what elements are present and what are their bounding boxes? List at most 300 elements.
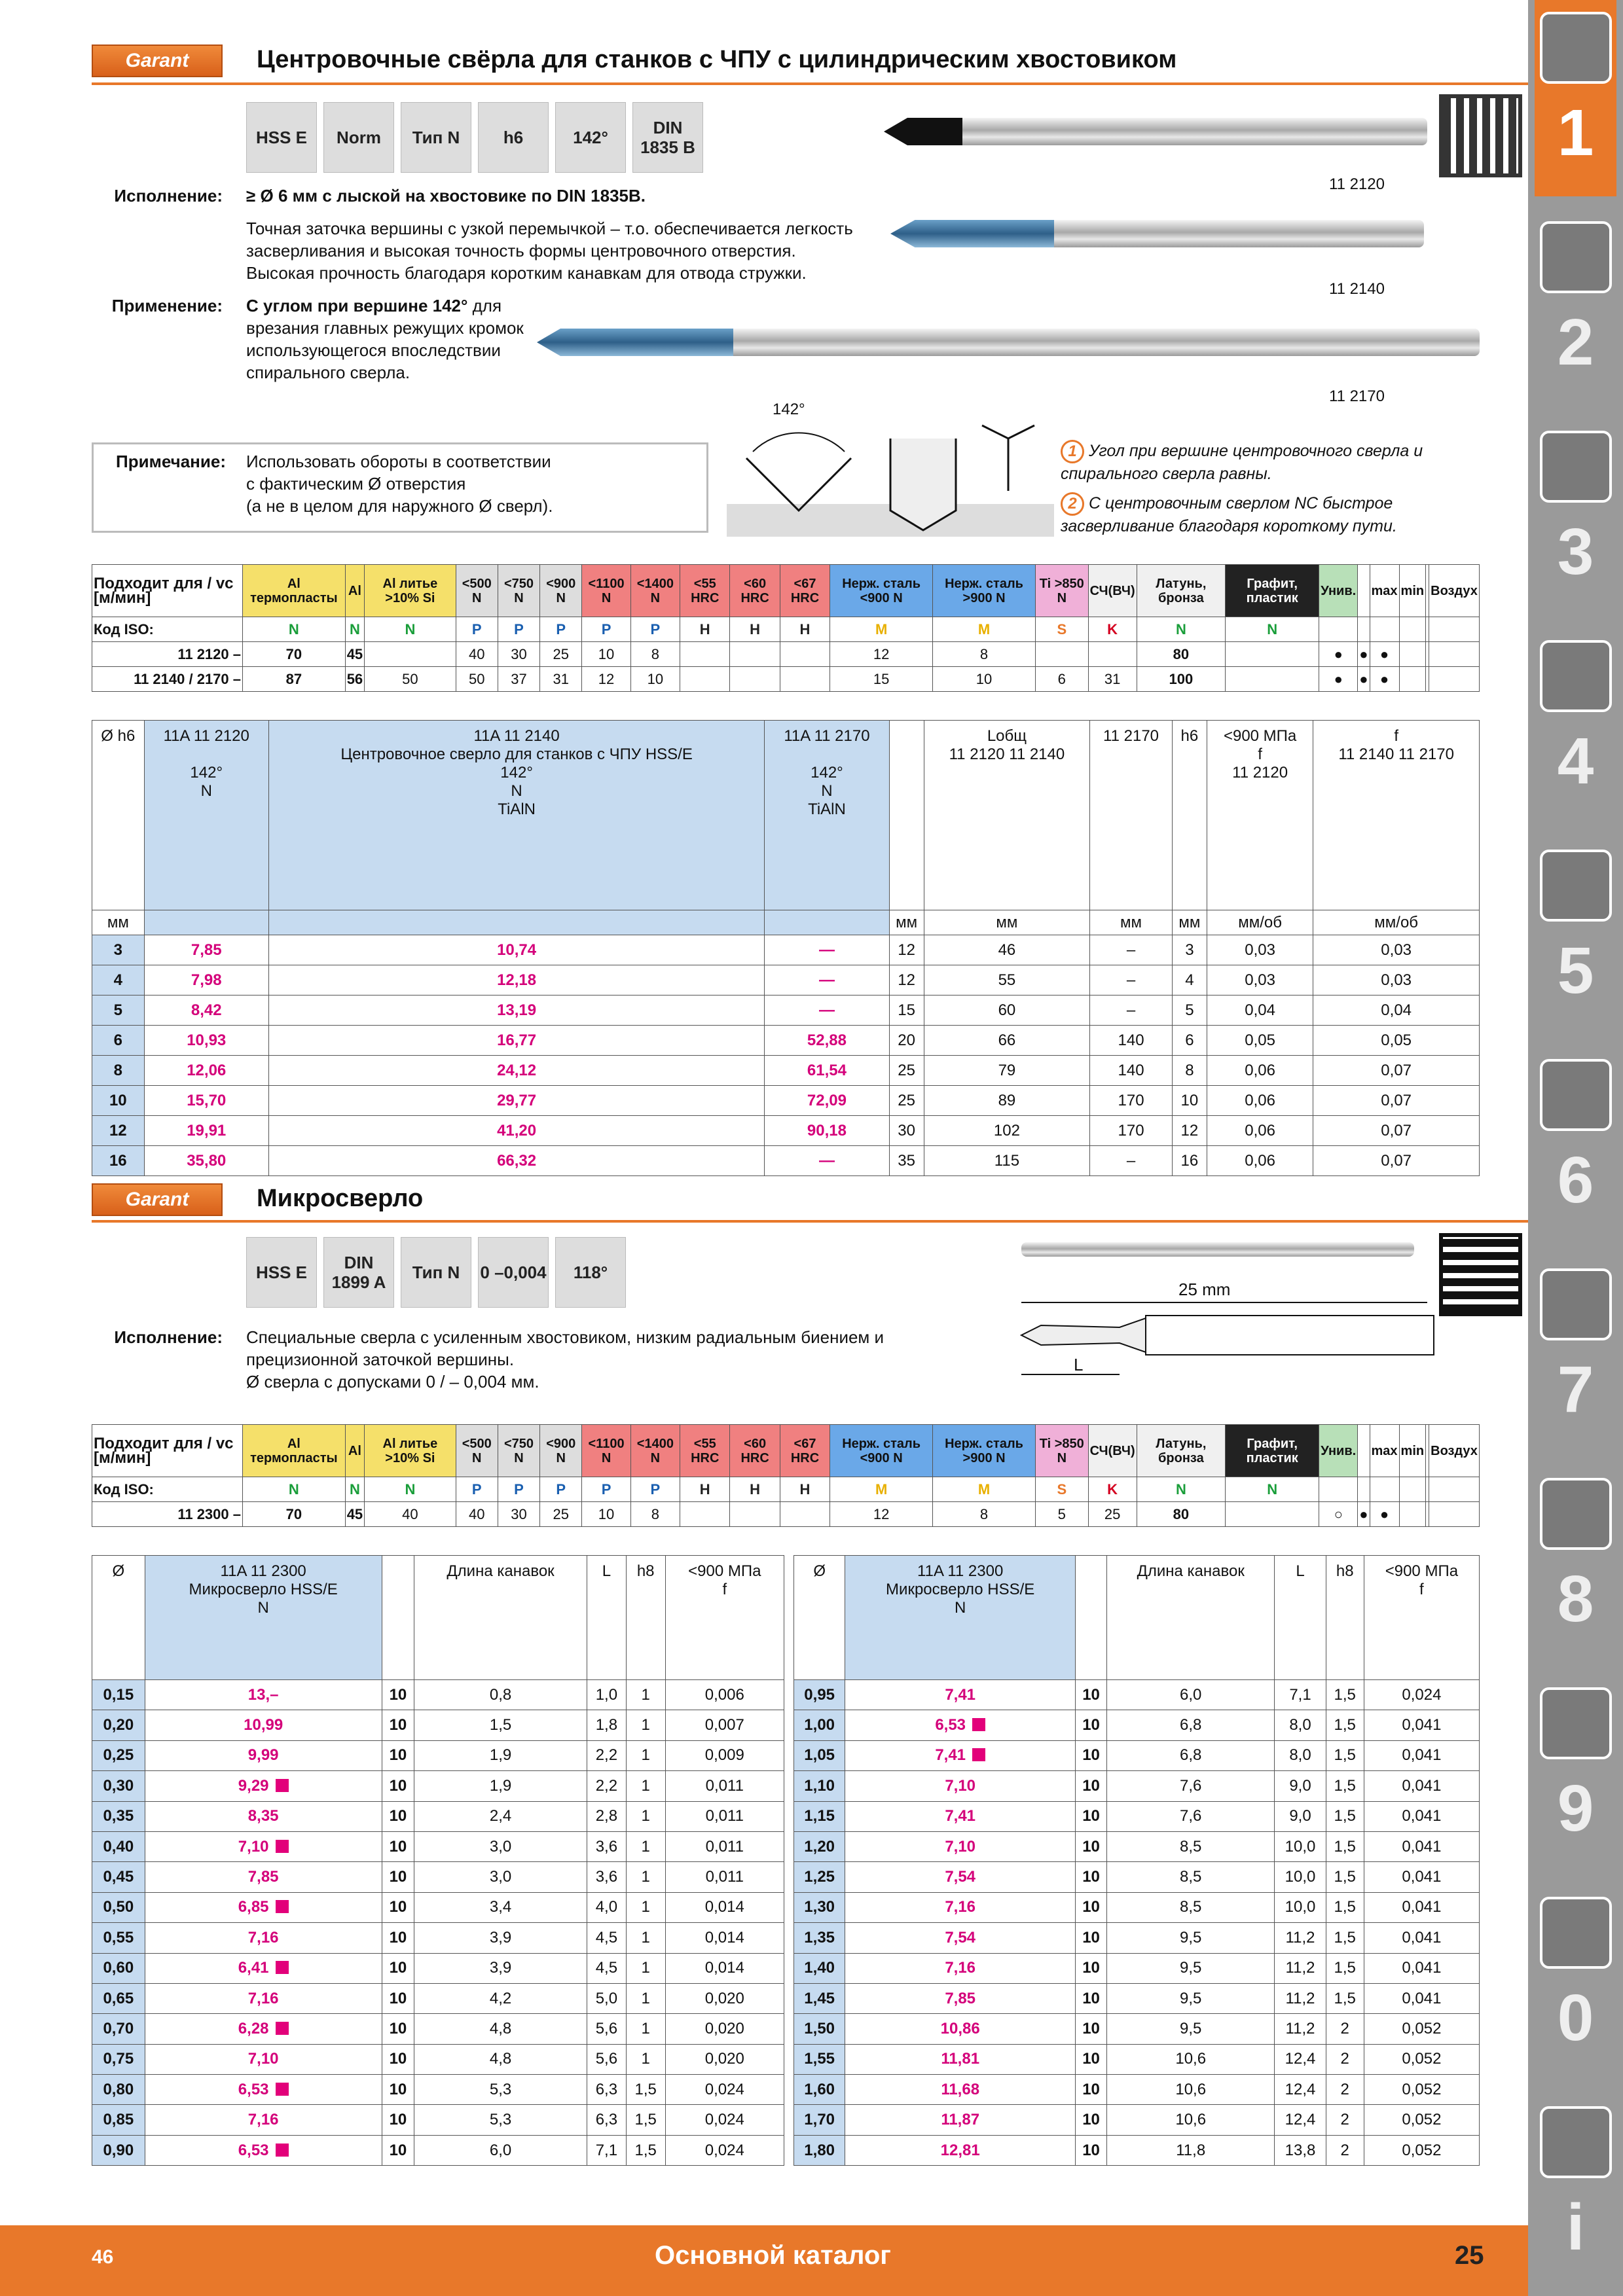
vc-cell: 12	[830, 1502, 933, 1527]
drill-label: 11 2120	[1329, 175, 1385, 193]
t2-cell: 1,5	[626, 2135, 665, 2165]
t2-cell: 1,5	[1326, 1862, 1364, 1892]
t2-cell: 10	[382, 1923, 414, 1953]
vc-cell	[1036, 642, 1089, 667]
t1-cell: 8	[1172, 1056, 1207, 1086]
chapter-tab-1[interactable]	[1535, 0, 1616, 196]
material-header-cell: <60 HRC	[730, 565, 780, 617]
drill-tip	[890, 220, 1054, 247]
t1-units	[92, 910, 1480, 935]
t2-cell: 10	[382, 1801, 414, 1831]
vc-cell: 100	[1137, 667, 1225, 692]
iso-cell: N	[1226, 617, 1319, 642]
t1-cell: 10,93	[144, 1026, 268, 1056]
t2-cell: 1	[626, 1710, 665, 1740]
t2-cell: 1,10	[794, 1771, 845, 1801]
material-header-cell: <60 HRC	[730, 1425, 780, 1477]
t1-cell: 4	[92, 965, 145, 996]
chapter-tab-9[interactable]	[1535, 1676, 1616, 1872]
t1-head-cell: Ø h6	[92, 721, 145, 910]
t2-cell: 10	[382, 1892, 414, 1922]
t2-cell: 0,85	[92, 2105, 145, 2135]
t2-cell: 3,9	[414, 1923, 587, 1953]
iso-cell: H	[730, 617, 780, 642]
t2-cell: 6,53	[145, 2075, 382, 2105]
t2-cell: 0,041	[1364, 1771, 1479, 1801]
t1-head-cell: 11A 11 2120 142° N	[144, 721, 268, 910]
t2-row	[92, 1923, 784, 1953]
t2-cell: 8,5	[1107, 1892, 1275, 1922]
t2-cell: 0,30	[92, 1771, 145, 1801]
t2-cell: 10	[1076, 2014, 1107, 2044]
material-header-row	[92, 1425, 1480, 1477]
t2-cell: 11,2	[1275, 1923, 1326, 1953]
vc-row	[92, 1502, 1480, 1527]
t2-cell: 2,2	[587, 1771, 626, 1801]
primenenie-text: С углом при вершине 142° для	[246, 296, 502, 315]
t2-cell: 6,3	[587, 2075, 626, 2105]
iso-cell: N	[1137, 617, 1225, 642]
t2-head-cell: <900 МПа f	[1364, 1556, 1479, 1680]
t2-row	[92, 1801, 784, 1831]
t2-cell: 0,024	[665, 2135, 784, 2165]
vc-cell: 87	[243, 667, 346, 692]
iso-cell	[1370, 617, 1399, 642]
t2-row	[92, 2044, 784, 2074]
vc-cell: 40	[456, 1502, 498, 1527]
t2-row	[92, 1983, 784, 2013]
t2-cell: 1,0	[587, 1680, 626, 1710]
t1-cell: 0,07	[1313, 1086, 1480, 1116]
t2-cell: 7,1	[1275, 1680, 1326, 1710]
t1-cell: 60	[924, 996, 1090, 1026]
chapter-number: 6	[1557, 1143, 1594, 1217]
iso-cell	[1358, 1477, 1370, 1502]
text-line: Использовать обороты в соответствии	[246, 452, 551, 471]
text-line: с фактическим Ø отверстия	[246, 474, 466, 493]
ispolnenie-text: ≥ Ø 6 мм с лыской на хвостовике по DIN 1835B.	[246, 186, 646, 206]
vc-cell: 8	[933, 1502, 1036, 1527]
t1-cell: 0,03	[1207, 935, 1313, 965]
iso-cell: N	[345, 617, 364, 642]
chapter-icon	[1540, 850, 1612, 922]
t2-cell: 0,011	[665, 1862, 784, 1892]
t2-row	[794, 2135, 1480, 2165]
t2-cell: 11,68	[845, 2075, 1076, 2105]
t2-cell: 1,5	[1326, 1801, 1364, 1831]
t2-cell: 7,10	[845, 1771, 1076, 1801]
t2-cell: 1	[626, 1892, 665, 1922]
t2-cell: 10	[1076, 2105, 1107, 2135]
iso-cell: M	[830, 617, 933, 642]
unit-cell: мм	[889, 910, 924, 935]
vc-cell: 8	[933, 642, 1036, 667]
t1-head-cell: <900 МПа f 11 2120	[1207, 721, 1313, 910]
t2-cell: 1,5	[626, 2075, 665, 2105]
material-header-cell: Графит, пластик	[1226, 1425, 1319, 1477]
text-line: Специальные сверла с усиленным хвостовиком, низким радиальным биением и	[246, 1327, 884, 1347]
stock-square-icon	[276, 2083, 289, 2096]
t2-cell: 7,10	[845, 1831, 1076, 1861]
t1-cell: 10	[1172, 1086, 1207, 1116]
property-icon: DIN 1899 A	[323, 1237, 394, 1308]
t2-cell: 10	[1076, 1710, 1107, 1740]
t2-cell: 4,0	[587, 1892, 626, 1922]
stock-square-icon	[276, 1840, 289, 1853]
ispolnenie-desc	[246, 217, 853, 284]
t1-cell: 24,12	[268, 1056, 764, 1086]
drill-label: 11 2140	[1329, 280, 1385, 298]
t2-cell: 10	[382, 1953, 414, 1983]
vc-cell: 50	[456, 667, 498, 692]
t2-cell: 1	[626, 1740, 665, 1770]
t1-cell: 140	[1090, 1056, 1173, 1086]
text-line: спирального сверла.	[246, 363, 410, 382]
t2-cell: 1,9	[414, 1740, 587, 1770]
t1-cell: 25	[889, 1056, 924, 1086]
t2-row	[794, 2014, 1480, 2044]
qr-code	[1443, 98, 1518, 173]
vc-cell	[1226, 642, 1319, 667]
vc-cell	[1088, 642, 1137, 667]
t2-cell: 1	[626, 1953, 665, 1983]
t2-cell: 10	[1076, 1801, 1107, 1831]
t2-cell: 9,5	[1107, 1983, 1275, 2013]
t1-cell: 12	[889, 935, 924, 965]
t2-cell: 1,30	[794, 1892, 845, 1922]
chapter-number: 5	[1557, 934, 1594, 1007]
material-header-cell: <67 HRC	[780, 1425, 830, 1477]
chapter-number: 1	[1557, 96, 1594, 170]
vc-cell: ○	[1319, 1502, 1358, 1527]
t1-cell: 3	[1172, 935, 1207, 965]
t2-row	[794, 1983, 1480, 2013]
t2-cell: 13,–	[145, 1680, 382, 1710]
t2-cell: 8,5	[1107, 1831, 1275, 1861]
iso-cell	[1399, 617, 1426, 642]
material-header-cell: Унив.	[1319, 1425, 1358, 1477]
iso-cell: N	[345, 1477, 364, 1502]
t1-cell: 115	[924, 1146, 1090, 1176]
property-icon: Тип N	[401, 102, 471, 173]
vc-cell: 70	[243, 1502, 346, 1527]
t2-cell: 4,2	[414, 1983, 587, 2013]
t2-cell: 8,5	[1107, 1862, 1275, 1892]
vc-cell: 31	[1088, 667, 1137, 692]
t2-cell: 1	[626, 1680, 665, 1710]
section-title: Центровочные свёрла для станков с ЧПУ с цилиндрическим хвостовиком	[257, 46, 1177, 73]
chapter-tab-4[interactable]	[1535, 628, 1616, 825]
chapter-icon	[1540, 1687, 1612, 1759]
vc-cell: 8	[630, 1502, 680, 1527]
t2-cell: 0,041	[1364, 1953, 1479, 1983]
t2-head-cell	[1076, 1556, 1107, 1680]
iso-cell: P	[540, 1477, 582, 1502]
unit-cell	[765, 910, 889, 935]
material-header-cell: Al	[345, 1425, 364, 1477]
t1-cell: 8	[92, 1056, 145, 1086]
t2-row	[794, 2075, 1480, 2105]
t1-cell: 7,98	[144, 965, 268, 996]
vc-cell: ●	[1370, 1502, 1399, 1527]
t2-cell: 3,4	[414, 1892, 587, 1922]
unit-cell	[144, 910, 268, 935]
iso-cell: P	[456, 617, 498, 642]
vc-cell: 40	[456, 642, 498, 667]
iso-cell: M	[933, 617, 1036, 642]
t2-cell: 6,53	[845, 1710, 1076, 1740]
vc-cell: 56	[345, 667, 364, 692]
t2-cell: 10	[382, 2014, 414, 2044]
chapter-icon	[1540, 1478, 1612, 1550]
vc-cell: 10	[582, 1502, 630, 1527]
t1-cell: 5	[92, 996, 145, 1026]
t2-cell: 11,8	[1107, 2135, 1275, 2165]
t2-cell: 0,011	[665, 1831, 784, 1861]
footer-page-right: 25	[1455, 2241, 1484, 2270]
t2-row	[92, 1771, 784, 1801]
material-header-cell: <55 HRC	[680, 1425, 730, 1477]
material-header-cell	[1358, 565, 1370, 617]
vc-cell: 11 2140 / 2170 –	[92, 667, 243, 692]
iso-cell: H	[730, 1477, 780, 1502]
iso-cell	[1370, 1477, 1399, 1502]
text-line: прецизионной заточкой вершины.	[246, 1350, 515, 1369]
t2-cell: 10	[382, 1740, 414, 1770]
t1-cell: 90,18	[765, 1116, 889, 1146]
chapter-tab-i[interactable]	[1535, 2094, 1616, 2291]
t2-cell: 2	[1326, 2014, 1364, 2044]
t2-cell: 10	[382, 1680, 414, 1710]
t2-cell: 1,50	[794, 2014, 845, 2044]
header-line	[92, 82, 1528, 85]
t1-row	[92, 1056, 1480, 1086]
t2-cell: 10	[1076, 1983, 1107, 2013]
chapter-tab-0[interactable]	[1535, 1885, 1616, 2081]
iso-cell: P	[540, 617, 582, 642]
t2-cell: 2,8	[587, 1801, 626, 1831]
t2-cell: 3,6	[587, 1862, 626, 1892]
t1-cell: 170	[1090, 1116, 1173, 1146]
chapter-tab-5[interactable]	[1535, 838, 1616, 1034]
chapter-tab-3[interactable]	[1535, 419, 1616, 615]
t1-cell: 8,42	[144, 996, 268, 1026]
t1-cell: 140	[1090, 1026, 1173, 1056]
t2-row	[92, 1953, 784, 1983]
vc-cell	[730, 1502, 780, 1527]
micro-table-left	[92, 1555, 784, 2166]
property-icon: Norm	[323, 102, 394, 173]
vc-cell: 15	[830, 667, 933, 692]
t2-cell: 7,85	[145, 1862, 382, 1892]
property-icon: Тип N	[401, 1237, 471, 1308]
L-label: L	[1074, 1355, 1084, 1374]
iso-cell	[1399, 1477, 1426, 1502]
t2-cell: 6,8	[1107, 1710, 1275, 1740]
chapter-number: 0	[1557, 1981, 1594, 2054]
t2-cell: 5,6	[587, 2014, 626, 2044]
vc-cell	[365, 642, 456, 667]
t1-head-cell: h6	[1172, 721, 1207, 910]
unit-cell: мм/об	[1207, 910, 1313, 935]
chapter-tab-8[interactable]	[1535, 1466, 1616, 1662]
vc-cell: 12	[830, 642, 933, 667]
vc-cell	[1226, 667, 1319, 692]
primenenie-label: Применение:	[111, 296, 223, 315]
t2-cell: 6,85	[145, 1892, 382, 1922]
t2-cell: 2	[1326, 2135, 1364, 2165]
chapter-tab-2[interactable]	[1535, 209, 1616, 406]
material-header-cell: <750 N	[498, 1425, 539, 1477]
property-icon: 142°	[555, 102, 626, 173]
t2-cell: 0,041	[1364, 1862, 1479, 1892]
vc-cell: 37	[498, 667, 539, 692]
t2-cell: 6,0	[414, 2135, 587, 2165]
t1-cell: 6	[92, 1026, 145, 1056]
t1-cell: 13,19	[268, 996, 764, 1026]
t2-row	[92, 1710, 784, 1740]
t2-cell: 0,052	[1364, 2105, 1479, 2135]
t2-cell: 0,006	[665, 1680, 784, 1710]
t1-cell: 29,77	[268, 1086, 764, 1116]
t2-head-cell: L	[1275, 1556, 1326, 1680]
t2-head-cell: <900 МПа f	[665, 1556, 784, 1680]
t2-cell: 1,40	[794, 1953, 845, 1983]
t1-cell: 15	[889, 996, 924, 1026]
chapter-tab-7[interactable]	[1535, 1257, 1616, 1453]
t1-row	[92, 935, 1480, 965]
text-line: засверливания и высокая точность формы центровочного отверстия.	[246, 241, 796, 260]
t1-cell: 4	[1172, 965, 1207, 996]
iso-cell: P	[456, 1477, 498, 1502]
text-line: врезания главных режущих кромок	[246, 318, 524, 338]
t1-cell: 170	[1090, 1086, 1173, 1116]
iso-row	[92, 617, 1480, 642]
t2-cell: 4,8	[414, 2014, 587, 2044]
chapter-icon	[1540, 12, 1612, 84]
t1-cell: 0,06	[1207, 1056, 1313, 1086]
t2-cell: 1,80	[794, 2135, 845, 2165]
t2-head-cell: Длина канавок	[1107, 1556, 1275, 1680]
t1-cell: –	[1090, 996, 1173, 1026]
t1-cell: 46	[924, 935, 1090, 965]
t2-cell: 7,6	[1107, 1801, 1275, 1831]
t1-cell: 19,91	[144, 1116, 268, 1146]
chapter-icon	[1540, 431, 1612, 503]
t1-cell: 30	[889, 1116, 924, 1146]
t1-cell: 66	[924, 1026, 1090, 1056]
t2-cell: 0,014	[665, 1923, 784, 1953]
t2-row	[794, 1831, 1480, 1861]
t2-cell: 0,25	[92, 1740, 145, 1770]
t2-cell: 0,45	[92, 1862, 145, 1892]
stock-square-icon	[276, 1961, 289, 1974]
t2-cell: 5,3	[414, 2075, 587, 2105]
t1-cell: 72,09	[765, 1086, 889, 1116]
iso-cell: M	[830, 1477, 933, 1502]
t1-cell: 7,85	[144, 935, 268, 965]
t2-cell: 7,1	[587, 2135, 626, 2165]
t2-cell: 10	[1076, 1892, 1107, 1922]
t1-cell: 0,04	[1313, 996, 1480, 1026]
iso-cell: P	[582, 1477, 630, 1502]
t2-cell: 0,052	[1364, 2044, 1479, 2074]
t1-cell: 0,06	[1207, 1146, 1313, 1176]
chapter-icon	[1540, 640, 1612, 712]
t2-cell: 8,35	[145, 1801, 382, 1831]
t2-row	[794, 1801, 1480, 1831]
t2-cell: 1,5	[1326, 1923, 1364, 1953]
material-header-cell: Подходит для / vc [м/мин]	[92, 565, 243, 617]
garant-logo: Garant	[92, 45, 223, 77]
chapter-number: 3	[1557, 515, 1594, 588]
vc-cell: 10	[933, 667, 1036, 692]
drill-label: 11 2170	[1329, 387, 1385, 405]
iso-cell: H	[680, 1477, 730, 1502]
t1-cell: 12,06	[144, 1056, 268, 1086]
t2-cell: 1	[626, 1801, 665, 1831]
vc-cell: 11 2300 –	[92, 1502, 243, 1527]
t2-cell: 11,2	[1275, 1983, 1326, 2013]
t2-head-cell: h8	[626, 1556, 665, 1680]
iso-row	[92, 1477, 1480, 1502]
t2-cell: 8,0	[1275, 1740, 1326, 1770]
t2-cell: 10	[382, 2135, 414, 2165]
t2-cell: 5,3	[414, 2105, 587, 2135]
t2-row	[92, 1892, 784, 1922]
material-header-cell: Al	[345, 565, 364, 617]
iso-cell	[1319, 1477, 1358, 1502]
t2-cell: 1,45	[794, 1983, 845, 2013]
vc-row	[92, 642, 1480, 667]
t1-cell: 3	[92, 935, 145, 965]
t1-cell: 12	[92, 1116, 145, 1146]
t1-cell: 10	[92, 1086, 145, 1116]
stock-square-icon	[276, 1779, 289, 1792]
material-header-cell: Графит, пластик	[1226, 565, 1319, 617]
stock-square-icon	[276, 2144, 289, 2157]
chapter-tab-6[interactable]	[1535, 1047, 1616, 1244]
unit-cell	[268, 910, 764, 935]
t2-cell: 0,75	[92, 2044, 145, 2074]
material-header-cell: <750 N	[498, 565, 539, 617]
chapter-icon	[1540, 2106, 1612, 2178]
t1-cell: —	[765, 1146, 889, 1176]
microdrill-image	[1021, 1242, 1414, 1257]
t1-head-cell: 11A 11 2170 142° N TiAlN	[765, 721, 889, 910]
t2-head-cell: 11A 11 2300 Микросверло HSS/E N	[845, 1556, 1076, 1680]
vc-cell	[780, 667, 830, 692]
t2-cell: 9,5	[1107, 1923, 1275, 1953]
t2-cell: 6,41	[145, 1953, 382, 1983]
t2-cell: 7,6	[1107, 1771, 1275, 1801]
t1-cell: 6	[1172, 1026, 1207, 1056]
vc-cell: ●	[1319, 667, 1358, 692]
t2-cell: 1,60	[794, 2075, 845, 2105]
t2-cell: 9,5	[1107, 2014, 1275, 2044]
t2-cell: 10	[382, 1862, 414, 1892]
vc-cell: 25	[1088, 1502, 1137, 1527]
iso-cell	[1429, 1477, 1480, 1502]
t2-cell: 0,15	[92, 1680, 145, 1710]
t1-cell: 35,80	[144, 1146, 268, 1176]
section-title: Микросверло	[257, 1185, 424, 1212]
iso-cell: S	[1036, 1477, 1089, 1502]
material-header-cell	[1358, 1425, 1370, 1477]
t2-cell: 1,35	[794, 1923, 845, 1953]
t2-cell: 10	[382, 1710, 414, 1740]
vc-cell	[1429, 1502, 1480, 1527]
